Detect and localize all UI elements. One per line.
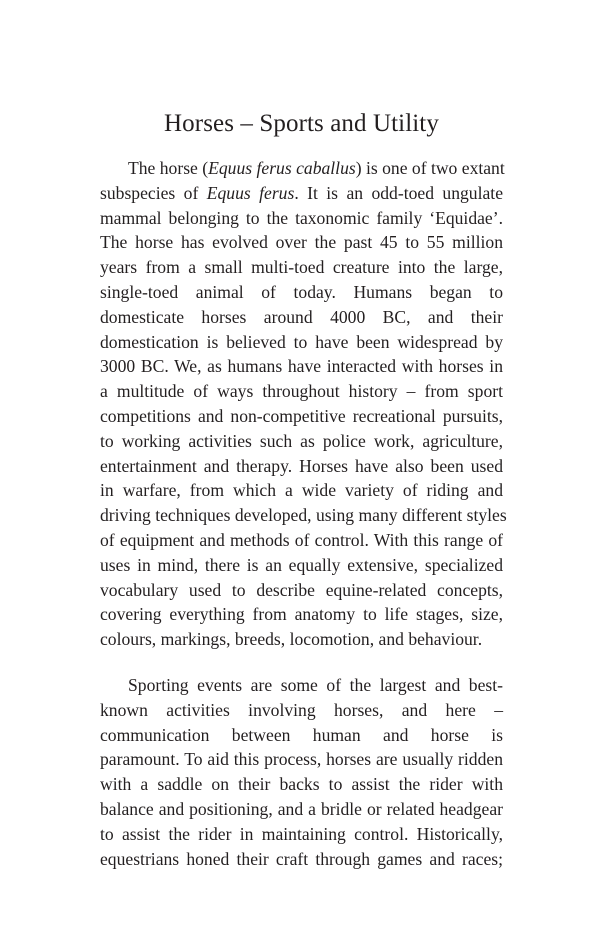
- text-line: [100, 503, 507, 528]
- text-line: with a saddle on their backs to assist the rider with: [100, 774, 503, 795]
- line-text: ) is one of two extant: [355, 158, 505, 178]
- line-text: The horse has evolved over the past 45 to 55 million: [100, 232, 503, 253]
- line-text: competitions and non-competitive recreational pursuits,: [100, 405, 503, 426]
- text-line: balance and positioning, and a bridle or related headgear: [100, 798, 503, 819]
- text-line: [100, 354, 503, 379]
- italic-species-name: Equus ferus caballus: [208, 158, 356, 178]
- text-line: [100, 602, 503, 627]
- text-line: [100, 627, 503, 652]
- text-line: [100, 578, 503, 603]
- text-line: [100, 230, 503, 255]
- line-text: of equipment and methods of control. With this range of: [100, 529, 503, 550]
- text-line: known activities involving horses, and here –: [100, 699, 503, 720]
- line-text: . It is an odd-toed ungulate: [294, 182, 503, 203]
- text-line: to assist the rider in maintaining control. Historically,: [100, 823, 503, 844]
- text-line: [100, 305, 503, 330]
- text-line: [100, 255, 503, 280]
- line-text: a multitude of ways throughout history – from sport: [100, 381, 503, 402]
- text-line: [100, 280, 503, 305]
- text-line: equestrians honed their craft through games and races;: [100, 848, 503, 869]
- line-text: uses in mind, there is an equally extensive, specialized: [100, 554, 503, 575]
- text-line: [100, 553, 503, 578]
- text-line: paramount. To aid this process, horses are usually ridden: [100, 749, 503, 770]
- page-title: Horses – Sports and Utility: [164, 110, 439, 137]
- text-line: [100, 330, 503, 355]
- text-line: [100, 181, 503, 206]
- paragraph-1: [100, 156, 507, 652]
- text-line: [100, 528, 503, 553]
- text-line: communication between human and horse is: [100, 724, 503, 745]
- text-line: [100, 156, 503, 181]
- text-line: [100, 454, 503, 479]
- book-page: [100, 108, 507, 871]
- line-text: domesticate horses around 4000 BC, and their: [100, 306, 503, 327]
- text-line: [100, 429, 503, 454]
- line-text: covering everything from anatomy to life stages, size,: [100, 604, 503, 625]
- line-text: colours, markings, breeds, locomotion, and behaviour.: [100, 629, 483, 650]
- line-text: single-toed animal of today. Humans began to: [100, 281, 503, 302]
- line-text: The horse (: [128, 158, 209, 178]
- paragraph-2: [100, 673, 503, 871]
- text-line: [100, 379, 503, 404]
- line-text: vocabulary used to describe equine-related concepts,: [100, 579, 503, 600]
- text-line: [100, 404, 503, 429]
- line-text: mammal belonging to the taxonomic family ‘Equidae’.: [100, 207, 503, 228]
- line-text: domestication is believed to have been widespread by: [100, 331, 503, 352]
- line-text: in warfare, from which a wide variety of riding and: [100, 480, 503, 501]
- line-text: driving techniques developed, using many different styles: [100, 505, 507, 526]
- line-text: to working activities such as police work, agriculture,: [100, 430, 503, 451]
- line-text: entertainment and therapy. Horses have also been used: [100, 455, 503, 476]
- line-text: years from a small multi-toed creature into the large,: [100, 257, 503, 278]
- italic-species-name: Equus ferus: [206, 182, 295, 203]
- text-line: [100, 478, 503, 503]
- text-line: Sporting events are some of the largest and best-: [128, 674, 503, 695]
- line-text: subspecies of: [100, 182, 207, 203]
- text-line: [100, 206, 503, 231]
- line-text: 3000 BC. We, as humans have interacted with horses in: [100, 356, 503, 377]
